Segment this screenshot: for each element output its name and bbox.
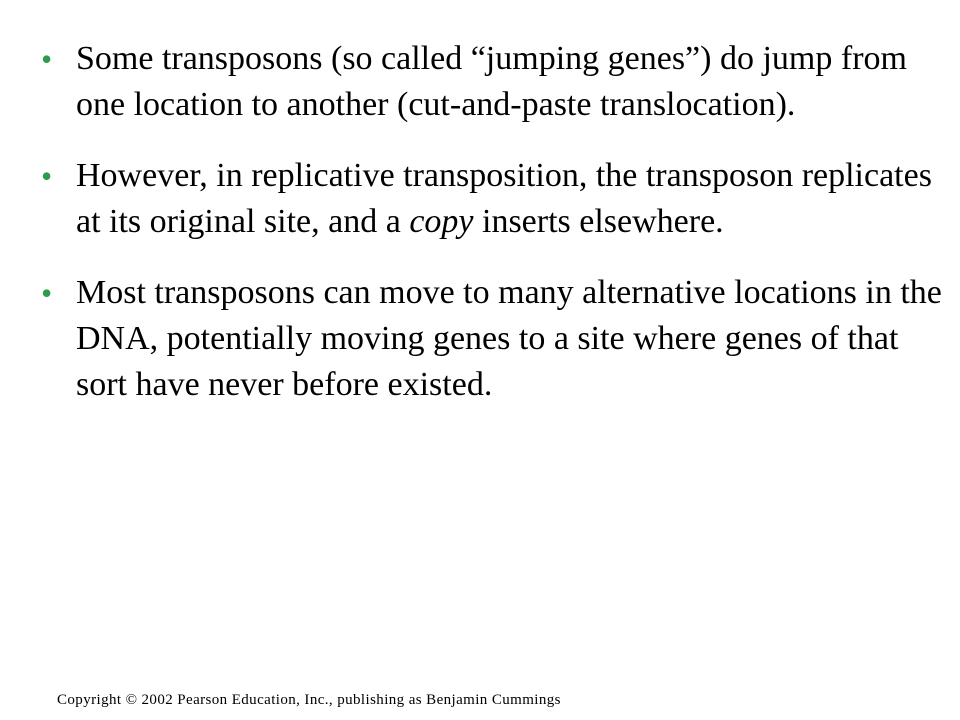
bullet-point-icon: •: [41, 158, 53, 194]
bullet-text-part: However, in replicative transposition, the transposon replicates at its original site, and a: [76, 157, 932, 240]
bullet-item-alternative-locations: [34, 270, 944, 408]
bullet-text: [76, 270, 944, 408]
bullet-item-jumping-genes: [34, 36, 944, 128]
bullet-list: [34, 36, 944, 433]
bullet-text-part: inserts elsewhere.: [473, 203, 724, 240]
bullet-text-part: Most transposons can move to many alternative locations in the DNA, potentially moving genes to a site where genes of that sort have never before existed.: [76, 274, 942, 403]
emphasized-word: copy: [409, 203, 474, 240]
copyright-footer: Copyright © 2002 Pearson Education, Inc., publishing as Benjamin Cummings: [57, 692, 561, 708]
bullet-point-icon: •: [41, 41, 53, 77]
bullet-item-replicative-transposition: [34, 153, 944, 245]
bullet-text: [76, 36, 944, 128]
bullet-point-icon: •: [41, 275, 53, 311]
bullet-text-part: Some transposons (so called “jumping genes”) do jump from one location to another (cut-and-paste translocation).: [76, 40, 907, 123]
bullet-text: [76, 153, 944, 245]
